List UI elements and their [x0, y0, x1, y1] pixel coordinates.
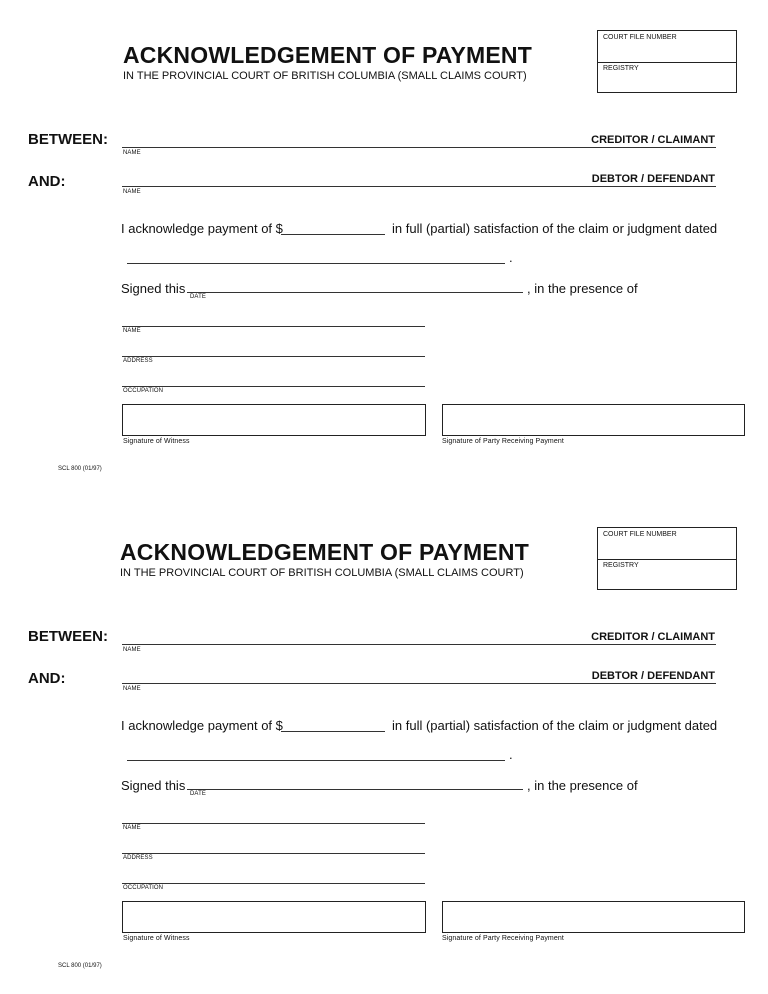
signed-date-line[interactable] — [187, 789, 523, 790]
witness-signature-box[interactable] — [122, 404, 426, 436]
registry-field[interactable] — [598, 559, 736, 590]
debtor-defendant-label: DEBTOR / DEFENDANT — [591, 173, 715, 185]
court-file-box — [597, 30, 737, 93]
judgment-date-line[interactable] — [127, 263, 505, 264]
party-signature-box[interactable] — [442, 901, 745, 933]
party-signature-box[interactable] — [442, 404, 745, 436]
form-number: SCL 800 (01/97) — [58, 466, 102, 472]
witness-occupation-label: OCCUPATION — [123, 388, 164, 394]
registry-field[interactable] — [598, 62, 736, 93]
presence-text: , in the presence of — [527, 778, 638, 793]
creditor-claimant-label: CREDITOR / CLAIMANT — [591, 134, 715, 146]
creditor-name-line[interactable] — [122, 644, 716, 645]
registry-label: REGISTRY — [603, 562, 639, 569]
signed-date-line[interactable] — [187, 292, 523, 293]
witness-signature-label: Signature of Witness — [123, 438, 190, 445]
witness-signature-box[interactable] — [122, 901, 426, 933]
witness-address-label: ADDRESS — [123, 358, 153, 364]
between-label: BETWEEN: — [28, 131, 108, 148]
registry-label: REGISTRY — [603, 65, 639, 72]
form-subtitle: IN THE PROVINCIAL COURT OF BRITISH COLUMBIA (SMALL CLAIMS COURT) — [123, 70, 527, 82]
signed-this-text: Signed this — [121, 778, 186, 793]
witness-name-line[interactable] — [122, 326, 425, 327]
creditor-claimant-label: CREDITOR / CLAIMANT — [591, 631, 715, 643]
date-label: DATE — [190, 791, 206, 797]
form-title: ACKNOWLEDGEMENT OF PAYMENT — [123, 42, 532, 68]
debtor-defendant-label: DEBTOR / DEFENDANT — [591, 670, 715, 682]
court-file-number-label: COURT FILE NUMBER — [603, 34, 677, 41]
witness-occupation-line[interactable] — [122, 883, 425, 884]
court-file-number-field[interactable] — [598, 31, 736, 63]
witness-address-line[interactable] — [122, 853, 425, 854]
between-label: BETWEEN: — [28, 628, 108, 645]
witness-occupation-label: OCCUPATION — [123, 885, 164, 891]
and-label: AND: — [28, 670, 66, 687]
period-mark: . — [509, 250, 513, 265]
party-signature-label: Signature of Party Receiving Payment — [442, 935, 564, 942]
creditor-name-line[interactable] — [122, 147, 716, 148]
and-label: AND: — [28, 173, 66, 190]
acknowledge-payment-text: I acknowledge payment of $ — [121, 718, 283, 733]
form-subtitle: IN THE PROVINCIAL COURT OF BRITISH COLUMBIA (SMALL CLAIMS COURT) — [120, 567, 524, 579]
debtor-name-line[interactable] — [122, 683, 716, 684]
period-mark: . — [509, 747, 513, 762]
satisfaction-text: in full (partial) satisfaction of the claim or judgment dated — [392, 718, 718, 733]
witness-name-label: NAME — [123, 825, 141, 831]
payment-amount-line[interactable] — [281, 731, 385, 732]
party-signature-label: Signature of Party Receiving Payment — [442, 438, 564, 445]
court-file-box — [597, 527, 737, 590]
presence-text: , in the presence of — [527, 281, 638, 296]
signed-this-text: Signed this — [121, 281, 186, 296]
date-label: DATE — [190, 294, 206, 300]
witness-occupation-line[interactable] — [122, 386, 425, 387]
creditor-name-label: NAME — [123, 150, 141, 156]
payment-amount-line[interactable] — [281, 234, 385, 235]
creditor-name-label: NAME — [123, 647, 141, 653]
debtor-name-label: NAME — [123, 686, 141, 692]
court-file-number-label: COURT FILE NUMBER — [603, 531, 677, 538]
form-number: SCL 800 (01/97) — [58, 963, 102, 969]
witness-signature-label: Signature of Witness — [123, 935, 190, 942]
debtor-name-label: NAME — [123, 189, 141, 195]
witness-name-line[interactable] — [122, 823, 425, 824]
form-title: ACKNOWLEDGEMENT OF PAYMENT — [120, 539, 529, 565]
judgment-date-line[interactable] — [127, 760, 505, 761]
acknowledge-payment-text: I acknowledge payment of $ — [121, 221, 283, 236]
acknowledgement-form-2 — [0, 497, 768, 994]
witness-address-label: ADDRESS — [123, 855, 153, 861]
witness-name-label: NAME — [123, 328, 141, 334]
debtor-name-line[interactable] — [122, 186, 716, 187]
satisfaction-text: in full (partial) satisfaction of the claim or judgment dated — [392, 221, 718, 236]
court-file-number-field[interactable] — [598, 528, 736, 560]
witness-address-line[interactable] — [122, 356, 425, 357]
